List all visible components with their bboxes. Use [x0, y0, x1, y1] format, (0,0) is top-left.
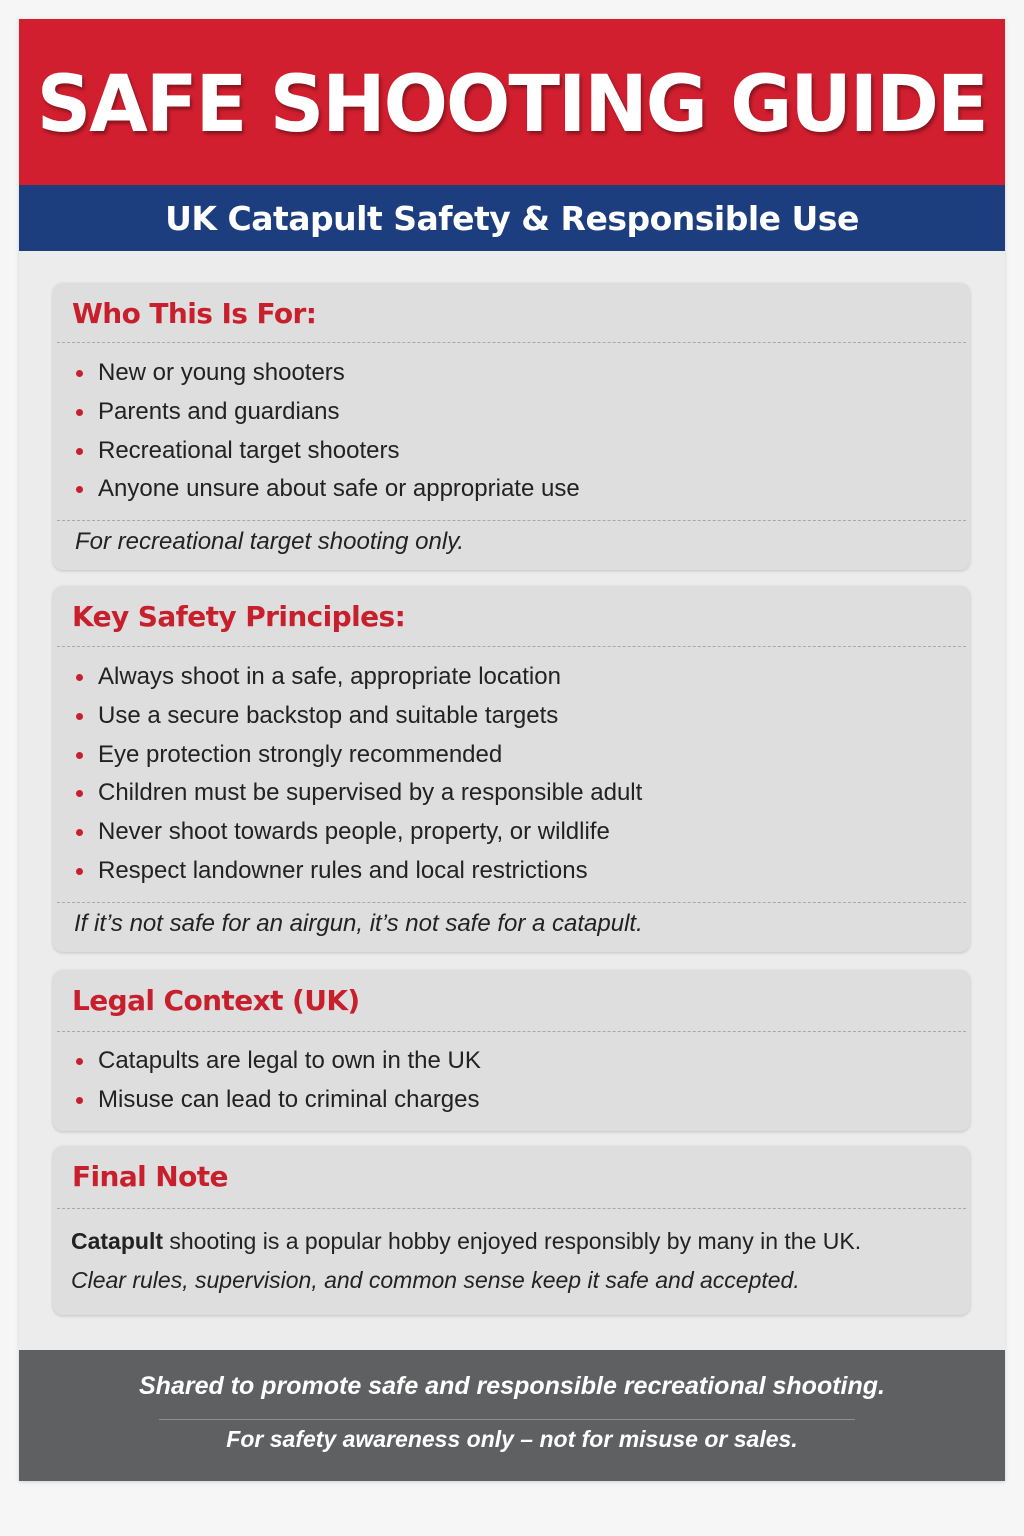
- bullet-icon: [76, 752, 83, 759]
- list-item: Anyone unsure about safe or appropriate use: [72, 470, 580, 509]
- list-item: Recreational target shooters: [72, 432, 580, 471]
- who-card-heading: Who This Is For:: [72, 297, 317, 330]
- bullet-icon: [76, 1058, 83, 1065]
- who-list: [72, 354, 580, 509]
- page-title: SAFE SHOOTING GUIDE: [36, 60, 988, 150]
- bullet-icon: [76, 713, 83, 720]
- divider: [57, 342, 966, 343]
- divider: [57, 520, 966, 521]
- bullet-icon: [76, 486, 83, 493]
- bullet-icon: [76, 674, 83, 681]
- legal-list: [72, 1042, 481, 1120]
- bullet-icon: [76, 409, 83, 416]
- final-note-line-2: Clear rules, supervision, and common sense keep it safe and accepted.: [71, 1267, 800, 1293]
- bullet-icon: [76, 1097, 83, 1104]
- legal-context-card: [53, 970, 970, 1131]
- footer-line-2: For safety awareness only – not for misuse or sales.: [226, 1426, 798, 1452]
- legal-card-heading: Legal Context (UK): [72, 984, 360, 1017]
- list-item: Catapults are legal to own in the UK: [72, 1042, 481, 1081]
- divider: [57, 1208, 966, 1209]
- page-subtitle: UK Catapult Safety & Responsible Use: [165, 198, 859, 238]
- list-item: Use a secure backstop and suitable targets: [72, 697, 642, 736]
- bullet-icon: [76, 448, 83, 455]
- final-note-card: [53, 1146, 970, 1315]
- footer-banner: [19, 1350, 1005, 1481]
- list-item: Always shoot in a safe, appropriate location: [72, 658, 642, 697]
- bullet-icon: [76, 790, 83, 797]
- list-item: Eye protection strongly recommended: [72, 736, 642, 775]
- bullet-icon: [76, 868, 83, 875]
- principles-note: If it’s not safe for an airgun, it’s not safe for a catapult.: [74, 910, 643, 937]
- final-card-heading: Final Note: [72, 1160, 228, 1193]
- title-banner: [19, 19, 1005, 185]
- footer-line-1: Shared to promote safe and responsible recreational shooting.: [139, 1372, 885, 1400]
- principles-list: [72, 658, 642, 891]
- who-note: For recreational target shooting only.: [75, 528, 465, 555]
- subtitle-banner: [19, 185, 1005, 251]
- list-item: New or young shooters: [72, 354, 580, 393]
- key-safety-principles-card: [53, 586, 970, 952]
- final-note-line-1: Catapult shooting is a popular hobby enjoyed responsibly by many in the UK.: [71, 1228, 862, 1254]
- safety-poster: [19, 19, 1005, 1481]
- principles-card-heading: Key Safety Principles:: [72, 600, 406, 633]
- list-item: Children must be supervised by a responsible adult: [72, 774, 642, 813]
- divider: [57, 646, 966, 647]
- bullet-icon: [76, 829, 83, 836]
- list-item: Parents and guardians: [72, 393, 580, 432]
- who-this-is-for-card: [53, 283, 970, 570]
- list-item: Misuse can lead to criminal charges: [72, 1081, 481, 1120]
- list-item: Never shoot towards people, property, or wildlife: [72, 813, 642, 852]
- divider: [57, 902, 966, 903]
- list-item: Respect landowner rules and local restrictions: [72, 852, 642, 891]
- bullet-icon: [76, 370, 83, 377]
- footer-divider: [159, 1419, 855, 1420]
- divider: [57, 1031, 966, 1032]
